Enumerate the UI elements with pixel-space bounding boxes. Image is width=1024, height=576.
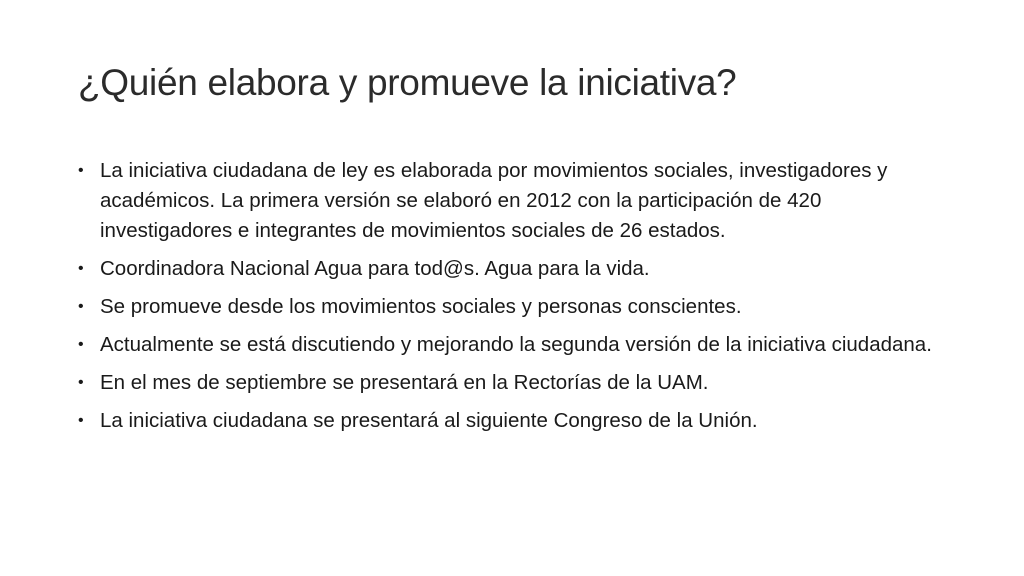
bullet-item: [78, 406, 958, 436]
bullet-text: La iniciativa ciudadana de ley es elaborada por movimientos sociales, investigadores y académicos. La primera versión se elaboró en 2012 con la participación de 420 investigadores e integrantes de movimientos sociales de 26 estados.: [100, 159, 888, 242]
bullet-item: [78, 156, 958, 246]
bullet-text: En el mes de septiembre se presentará en la Rectorías de la UAM.: [100, 371, 709, 394]
bullet-text: Se promueve desde los movimientos sociales y personas conscientes.: [100, 295, 742, 318]
bullet-icon: •: [78, 412, 84, 429]
bullet-item: [78, 368, 958, 398]
bullet-icon: •: [78, 336, 84, 353]
bullet-item: [78, 292, 958, 322]
bullet-list: [78, 156, 958, 444]
bullet-icon: •: [78, 374, 84, 391]
bullet-text: Actualmente se está discutiendo y mejorando la segunda versión de la iniciativa ciudadana.: [100, 333, 932, 356]
bullet-item: [78, 330, 958, 360]
bullet-text: La iniciativa ciudadana se presentará al siguiente Congreso de la Unión.: [100, 409, 758, 432]
bullet-icon: •: [78, 298, 84, 315]
bullet-text: Coordinadora Nacional Agua para tod@s. Agua para la vida.: [100, 257, 650, 280]
bullet-icon: •: [78, 162, 84, 179]
bullet-item: [78, 254, 958, 284]
slide-title: ¿Quién elabora y promueve la iniciativa?: [78, 62, 737, 103]
bullet-icon: •: [78, 260, 84, 277]
